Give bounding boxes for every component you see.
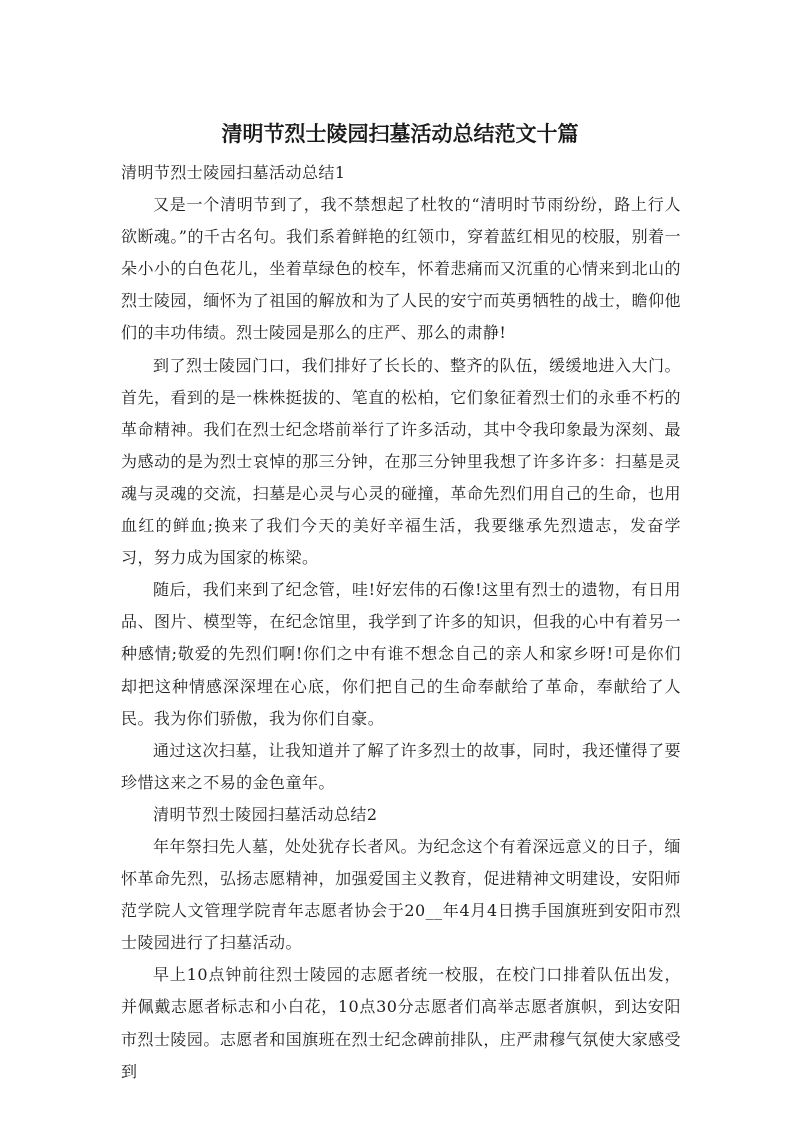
- paragraph: 随后，我们来到了纪念管，哇!好宏伟的石像!这里有烈士的遗物，有日用品、图片、模型等，在纪念馆里，我学到了许多的知识，但我的心中有着另一种感情;敬爱的先烈们啊!你们之中有谁不想念自己的亲人和家乡呀!可是你们却把这种情感深深埋在心底，你们把自己的生命奉献给了革命，奉献给了人民。我为你们骄傲，我为你们自豪。: [121, 580, 681, 728]
- document-body: [121, 157, 681, 1088]
- page-title: 清明节烈士陵园扫墓活动总结范文十篇: [221, 122, 579, 146]
- paragraph: 早上10点钟前往烈士陵园的志愿者统一校服，在校门口排着队伍出发，并佩戴志愿者标志和小白花，10点30分志愿者们高举志愿者旗帜，到达安阳市烈士陵园。志愿者和国旗班在烈士纪念碑前排队，庄严肃穆气氛使大家感受到: [121, 965, 681, 1081]
- paragraph: 又是一个清明节到了，我不禁想起了杜牧的“清明时节雨纷纷，路上行人欲断魂。”的千古名句。我们系着鲜艳的红领巾，穿着蓝红相见的校服，别着一朵小小的白色花儿，坐着草绿色的校车，怀着悲痛而又沉重的心情来到北山的烈士陵园，缅怀为了祖国的解放和为了人民的安宁而英勇牺牲的战士，瞻仰他们的丰功伟绩。烈士陵园是那么的庄严、那么的肃静!: [121, 195, 681, 343]
- section-heading-1: 清明节烈士陵园扫墓活动总结1: [121, 163, 346, 182]
- paragraph: 通过这次扫墓，让我知道并了解了许多烈士的故事，同时，我还懂得了要珍惜这来之不易的金色童年。: [121, 740, 681, 792]
- paragraph: 年年祭扫先人墓，处处犹存长者风。为纪念这个有着深远意义的日子，缅怀革命先烈，弘扬志愿精神，加强爱国主义教育，促进精神文明建设，安阳师范学院人文管理学院青年志愿者协会于20__年4月4日携手国旗班到安阳市烈士陵园进行了扫墓活动。: [121, 836, 681, 953]
- section-heading-2: 清明节烈士陵园扫墓活动总结2: [153, 804, 378, 824]
- paragraph: 到了烈士陵园门口，我们排好了长长的、整齐的队伍，缓缓地进入大门。首先，看到的是一株株挺拔的、笔直的松柏，它们象征着烈士们的永垂不朽的革命精神。我们在烈士纪念塔前举行了许多活动，其中令我印象最为深刻、最为感动的是为烈士哀悼的那三分钟，在那三分钟里我想了许多许多：扫墓是灵魂与灵魂的交流，扫墓是心灵与心灵的碰撞，革命先烈们用自己的生命，也用血红的鲜血;换来了我们今天的美好辛福生活，我要继承先烈遗志，发奋学习，努力成为国家的栋梁。: [121, 355, 681, 568]
